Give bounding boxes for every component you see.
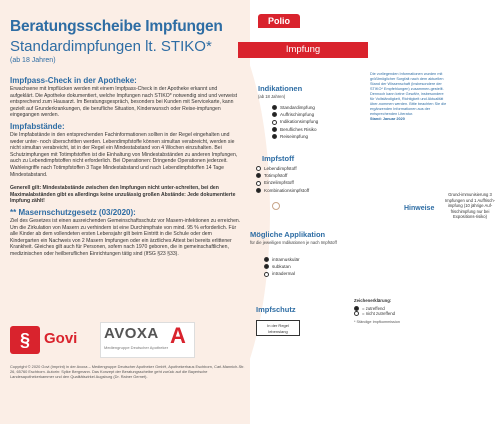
avoxa-logo-sub: Mediengruppe Deutscher Apotheker: [104, 345, 169, 350]
avoxa-logo: AVOXA: [104, 325, 159, 342]
list-item: Lebendimpfstoff: [256, 165, 309, 172]
checked-dot-icon: [264, 257, 269, 262]
list-item: Reiseimpfung: [272, 133, 318, 140]
checked-dot-icon: [272, 127, 277, 132]
list-item: Berufliches Risiko: [272, 126, 318, 133]
legend-title: Zeichenerklärung:: [354, 298, 392, 303]
list-item: intradermal: [264, 270, 300, 277]
impfpass-body: Erwachsene mit Impflücken werden mit einem Impfpass-Check in der Apotheke erkannt und aufgeklärt. Die Apotheke dokumentiert, welche Impfungen nach STIKO* notwendig sind und verweist entsprechend zum Hausarzt. Im Beratungsgespräch, besonders bei Kunden mit Servicekarte, kann gezielt auf Grunderkrankungen, die berufliche Situation, Kinderwunsch oder Reise-impfungen eingegangen werden.: [10, 86, 238, 119]
copyright: Copyright © 2020 Govi (Imprint) in der Avoxa – Mediengruppe Deutscher Apotheker GmbH, Apothekerhaus Eschborn, Carl-Mannich-Str. 26, 65760 Eschborn. Autorin: Sylke Bergmann. Das Konzept der Beratungsscheibe geht zurück auf die Bayerische Landesapothekerkammer und den Qualitätszirkel Augsburg (Dr. Rainer Gernet).: [10, 364, 245, 380]
checked-dot-icon: [256, 188, 261, 193]
govi-logo-mark: §: [10, 326, 40, 354]
applikation-title: Mögliche Applikation: [250, 230, 326, 239]
stand-date: Stand: Januar 2020: [370, 117, 405, 121]
list-item: Standardimpfung: [272, 104, 318, 111]
list-item: Indikationsimpfung: [272, 118, 318, 125]
checked-dot-icon: [272, 105, 277, 110]
list-item: Einzelimpfstoff: [256, 179, 309, 186]
unchecked-dot-icon: [264, 272, 269, 277]
impfstoff-title: Impfstoff: [262, 154, 295, 163]
tab-polio[interactable]: Polio: [258, 14, 300, 28]
checked-dot-icon: [272, 112, 277, 117]
wheel-pivot[interactable]: [272, 202, 280, 210]
impfstoff-list: [256, 165, 309, 194]
tab-masern[interactable]: Masern **: [403, 375, 447, 412]
legend-empty: = nicht zutreffend: [354, 311, 395, 316]
indikationen-title: Indikationen: [258, 84, 303, 93]
unchecked-dot-icon: [256, 166, 261, 171]
impfschutz-title: Impfschutz: [256, 305, 296, 314]
list-item: intramuskulär: [264, 256, 300, 263]
footnote: * Ständige Impfkommission: [354, 320, 401, 324]
checked-dot-icon: [272, 134, 277, 139]
tab-diphterie[interactable]: Diphterie: [401, 27, 443, 64]
list-item: Kombinationsimpfstoff: [256, 187, 309, 194]
hinweise-label: Hinweise: [404, 205, 435, 212]
unchecked-dot-icon: [256, 181, 261, 186]
grundimmunisierung-note: Grund-immunisierung 3 Impfungen und 1 Auffrisch-impfung (10 jährige Auf-frischimpfung nur bei Expositions-risiko): [445, 192, 495, 219]
impfpass-heading: Impfpass-Check in der Apotheke:: [10, 76, 137, 85]
applikation-sub: für die jeweiligen Indikationen je nach Impfstoff: [250, 240, 337, 245]
legend: [354, 298, 395, 316]
abstaende-body: Die Impfabstände in den entsprechenden Fachinformationen sollten in der Regel eingehalten und weder unter- noch überschritten werden. Lebendimpfstoffe können simultan verabreicht, werden sie nicht simultan verabreicht, ist in der Regel ein Mindestabstand von 4 Wochen einzuhalten. Bei Schutzimpfungen mit Totimpfstoffen ist die Einhaltung von Mindestabständen zu anderen Impfungen, auch zu Lebendimpfstoffen nicht erforderlich. Bei Operationen: Dringende Operationen jederzeit. Wahleingriffe nach Totimpfstoffen 3 Tage Mindestabstand und nach Lebendimpfstoffen 14 Tage Mindestabstand.: [10, 132, 238, 178]
indikationen-sub: (ab 18 Jahren): [258, 94, 286, 99]
list-item: Totimpfstoff: [256, 172, 309, 179]
age-note: (ab 18 Jahren): [10, 57, 56, 64]
impfschutz-value: In der Regel lebenslang: [256, 320, 300, 336]
tab-mumps[interactable]: Mumps: [287, 402, 324, 417]
apotheke-icon: A: [170, 323, 186, 348]
list-item: Auffrischimpfung: [272, 111, 318, 118]
masern-body: Ziel des Gesetzes ist einen ausreichenden Gemeinschaftsschutz vor Masern-infektionen zu erreichen. Um die Zirkulation von Masern zu verhindern ist eine Durchimpfrate von mind. 95 % erforderlich. Für alle Kinder ab dem vollendeten ersten Lebensjahr gilt beim Eintritt in die Schule oder dem Kindergarten ein Nachweis von 2 Masern Impfungen oder ein ärztliches Attest bei bereits erlittener Krankheit. Gleiches gilt auch für Personen, sofern nach 1970 geboren, die in gemeinschaftlichen, medizinischen oder heilberuflichen Einrichtungen tätig sind (IfSG §23 §33).: [10, 218, 241, 257]
govi-logo: Govi: [44, 330, 78, 347]
legend-filled: = zutreffend: [354, 306, 395, 311]
page-title: Beratungsscheibe Impfungen: [10, 18, 223, 35]
checked-dot-icon: [256, 173, 261, 178]
unchecked-dot-icon: [272, 120, 277, 125]
checked-dot-icon: [264, 264, 269, 269]
abstaende-heading: Impfabstände:: [10, 122, 65, 131]
masern-heading: ** Masernschutzgesetz (03/2020):: [10, 208, 136, 217]
page-subtitle: Standardimpfungen lt. STIKO*: [10, 38, 212, 55]
tab-impfung[interactable]: Impfung: [238, 42, 368, 58]
list-item: subkutan: [264, 263, 300, 270]
unchecked-dot-icon: [354, 311, 359, 316]
disclaimer-note: Die vorliegenden Informationen wurden mit größtmöglicher Sorgfalt nach dem aktuellen Stand der Wissenschaft (insbesondere der STIKO* Empfehlungen) zusammen-gestellt. Dennoch kann keine Gewähr, insbesondere für Vollständigkeit, Richtigkeit und Aktualität über-nommen werden. Bitte beachten Sie die ergänzenden Informationen aus der entsprechenden Literatur. Stand: Januar 2020: [370, 72, 447, 121]
applikation-list: [264, 256, 300, 278]
abstaende-bold: Generell gilt: Mindestabstände zwischen den Impfungen nicht unter-schreiten, bei den Maximalabständen gibt es allerdings keine unzulässig großen Abstände: Jede dokumentierte Impfung zählt!: [10, 185, 236, 205]
indikationen-list: [272, 104, 318, 140]
